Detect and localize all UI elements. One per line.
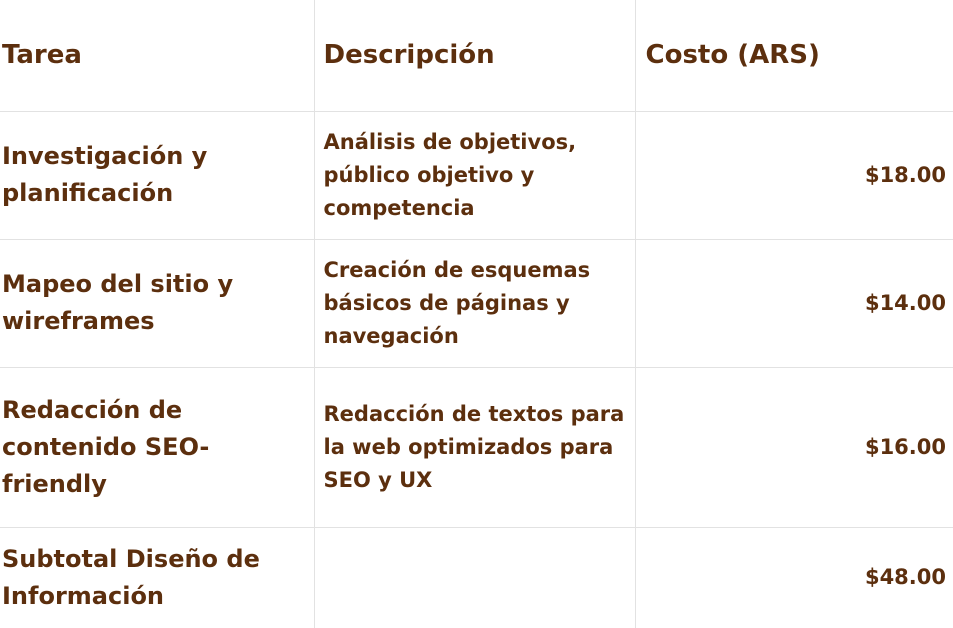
description-cell: Redacción de textos para la web optimizados para SEO y UX (314, 367, 635, 527)
cost-cell: $18.00 (635, 111, 953, 239)
subtotal-cost: $48.00 (635, 527, 953, 628)
task-cell: Investigación y planificación (0, 111, 314, 239)
table-row (0, 239, 953, 367)
column-header-task: Tarea (0, 0, 314, 111)
task-cell: Redacción de contenido SEO-friendly (0, 367, 314, 527)
task-cell: Mapeo del sitio y wireframes (0, 239, 314, 367)
table-header (0, 0, 953, 111)
description-cell: Creación de esquemas básicos de páginas y navegación (314, 239, 635, 367)
table-row (0, 367, 953, 527)
column-header-description: Descripción (314, 0, 635, 111)
header-row (0, 0, 953, 111)
subtotal-description-cell (314, 527, 635, 628)
subtotal-label: Subtotal Diseño de Información (0, 527, 314, 628)
cost-cell: $14.00 (635, 239, 953, 367)
table-row (0, 111, 953, 239)
table-body (0, 111, 953, 628)
description-cell: Análisis de objetivos, público objetivo y competencia (314, 111, 635, 239)
cost-cell: $16.00 (635, 367, 953, 527)
column-header-cost: Costo (ARS) (635, 0, 953, 111)
subtotal-row (0, 527, 953, 628)
